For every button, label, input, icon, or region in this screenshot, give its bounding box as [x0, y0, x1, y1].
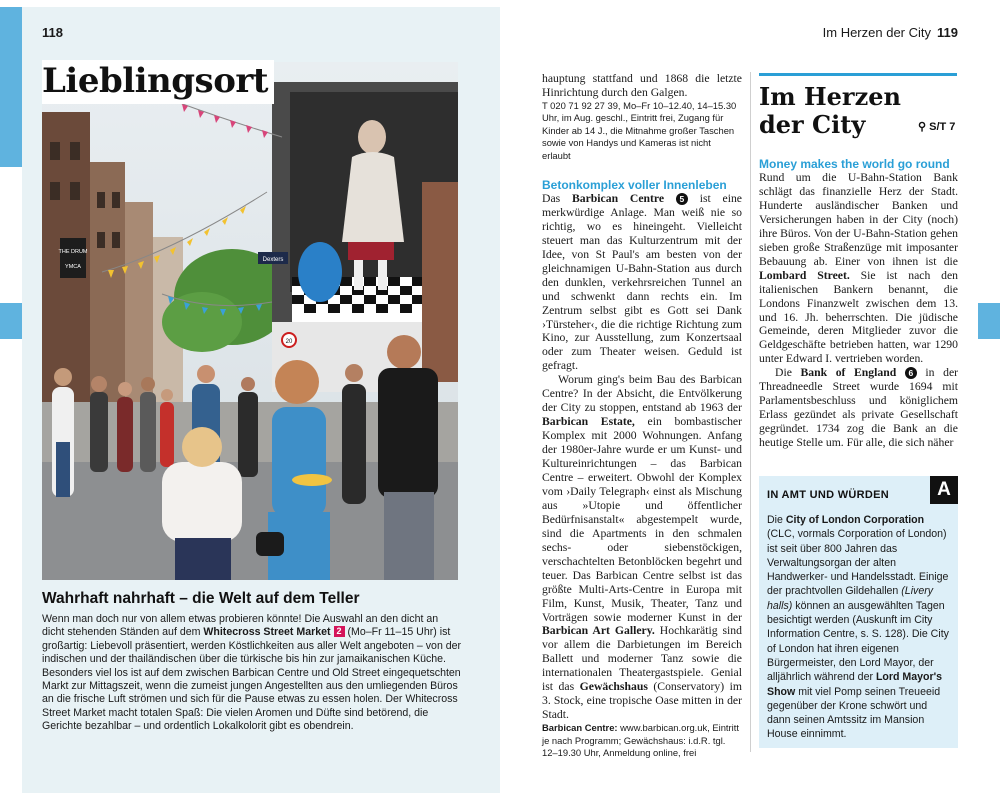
info-box-text: Die City of London Corporation (CLC, vormals Corporation of London) ist seit über 800 Jahren das Verwaltungsorgan der alten Handwerker- und Handelsstadt. Einige der prachtvollen Gildehallen (Livery halls) können an ausgewählten Tagen besichtigt werden (Auskunft im City Information Centre, s. S. 128). Die City of London hat ihren eigenen Bürgermeister, den Lord Mayor, der alljährlich während der Lord Mayor's Show mit viel Pomp seinen Treueeid gegenüber der Krone schwört und dann seinen Amtssitz im Mansion House einnimmt. — [767, 514, 949, 741]
caption-text: Wenn man doch nur von allem etwas probieren könnte! Die Auswahl an den dicht an dicht stehenden Ständen auf dem Whitecross Street Market 2 (Mo–Fr 11–15 Uhr) ist großartig: Liebevoll präsentiert, werden Köstlichkeiten aus aller Welt angeboten – von der indischen und der thailändischen über die türkische bis hin zur jamaikanischen Küche. Besonders viel los ist auf dem zwischen Barbican Centre und Old Street eingequetschten Markt zur Mittagszeit, wenn die zumeist jungen Angestellten aus den umliegenden Büros an die frische Luft strömen und sich für die Pause etwas zu essen holen. Der Whitecross Street Market macht totalen Spaß: Die vielen Aromen und Düfte sind betörend, die Gerichte bezahlbar – und ordentlich Lokalkolorit gibt es obendrein. — [42, 613, 462, 733]
market-name: Whitecross Street Market — [203, 626, 331, 639]
caption-heading: Wahrhaft nahrhaft – die Welt auf dem Teller — [42, 590, 360, 607]
paragraph-bank-of-england: Die Bank of England 6 in der Threadneedle Street wurde 1694 mit Parlamentsbeschluss und königlichem Erlass gezündet als private Gesellschaft gegründet. 1734 zog die Bank an die heutige Stelle um. Für alle, die sich näher — [759, 366, 959, 450]
mural-figure-coat — [342, 152, 404, 242]
sight-number-badge: 6 — [905, 367, 917, 379]
the-drum-sign — [60, 238, 86, 278]
info-box-badge: A — [930, 476, 958, 504]
thumb-index-tab-left — [0, 303, 22, 339]
subheading-betonkomplex: Betonkomplex voller Innenleben — [542, 177, 727, 192]
street-market-photo — [42, 62, 458, 580]
chapter-tab-left — [0, 7, 22, 167]
map-pin-icon: ⚲ — [918, 121, 927, 133]
man-black-shirt — [378, 368, 438, 498]
info-box-title: IN AMT UND WÜRDEN — [767, 489, 890, 501]
info-box-in-amt-und-wuerden — [759, 476, 958, 748]
subheading-money: Money makes the world go round — [759, 157, 950, 171]
svg-text:YMCA: YMCA — [65, 264, 81, 270]
svg-text:THE DRUM: THE DRUM — [58, 249, 88, 255]
girl-white-sweater — [162, 462, 242, 542]
photo-title-lieblingsort: Lieblingsort — [42, 60, 274, 104]
svg-text:Dexters: Dexters — [262, 257, 284, 263]
section-rule — [759, 73, 957, 76]
middle-text-column — [542, 72, 742, 759]
mural-blue-bag — [298, 242, 342, 302]
map-marker-badge: 2 — [334, 626, 345, 637]
right-text-column — [759, 157, 958, 450]
paragraph-barbican: Das Barbican Centre 5 ist eine merkwürdige Anlage. Man weiß nie so richtig, wo es hineingeht. Vielleicht steuert man das Kulturzentrum mit der Idee, von St Paul's am besten von der gleichnamigen U-Bahn-Station aus durch den dunklen, verkehrsreichen Tunnel an und schwenkt dann rechts ein. Im Zentrum selbst gibt es Gott sei Dank ›Türsteher‹, die die richtige Richtung zum Kino, zur Ausstellung, zum Konzertsaal oder zum Theater weisen. Geduld ist gefragt. — [542, 191, 742, 373]
sight-number-badge: 5 — [676, 193, 688, 205]
svg-text:20: 20 — [285, 339, 293, 345]
section-title: Im Herzen der City — [759, 82, 901, 139]
continued-paragraph: hauptung stattfand und 1868 die letzte Hinrichtung durch den Galgen. — [542, 72, 742, 99]
info-block-hours: T 020 71 92 27 39, Mo–Fr 10–12.40, 14–15.30 Uhr, im Aug. geschl., Eintritt frei, Zugang für Kinder ab 14 J., die Mitnahme großer Taschen sowie von Handys und Kameras ist nicht erlaubt — [542, 99, 737, 161]
paragraph-barbican-history: Worum ging's beim Bau des Barbican Centre? In der Absicht, die Entvölkerung der City zu stoppen, entstand ab 1963 der Barbican Estate, ein bombastischer Komplex mit 2000 Wohnungen. Anfang der 1980er-Jahre wurde er um Kunst- und Kultureinrichtungen – das Barbican Centre – erweitert. Obwohl der Komplex vom ›Daily Telegraph‹ einst als Mischung aus »Utopie und öffentlicher Bedürfnisanstalt« abgestempelt wurde, sind die Apartments in den schmalen sechs- oder siebenstöckigen, verschachtelten Betonblöcken begehrt und teuer. Das Barbican Centre selbst ist das größte Multi-Arts-Centre in Europa mit Film, Kunst, Musik, Theater, Tanz und Vorträgen sowie moderner Kunst in der Barbican Art Gallery. Hochkarätig sind vor allem die Darbietungen im Bereich Ballett und moderner Tanz sowie die internationalen Theatergastspiele. Genial ist das Gewächshaus (Conservatory) im 3. Stock, eine tropische Oase mitten in der Stadt. — [542, 373, 743, 722]
woman-blue-hair — [275, 360, 319, 404]
paragraph-bank-station: Rund um die U-Bahn-Station Bank schlägt das finanzielle Herz der Stadt. Hunderte ausländischer Banken und Versicherungen haben in der City (noch) ihre Büros. Von der U-Bahn-Station gehen sieben große Straßenzüge mit imposanter Bebauung ab. Einer von ihnen ist die Lombard Street. Sie ist nach den italienischen Bankern benannt, die Londons Finanzwelt zwischen dem 13. und 16. Jh. beherrschten. Die jüdische Gemeinde, deren Mitglieder zuvor die Geldgeschäfte betrieben hatten, war 1290 unter Edward I. vertrieben worden. — [759, 171, 958, 366]
thumb-index-tab-right — [978, 303, 1000, 339]
map-reference: ⚲ S/T 7 — [918, 121, 956, 133]
photo-illustration — [42, 62, 458, 580]
page-number-right: 119 — [937, 25, 958, 40]
column-divider — [750, 72, 751, 752]
mural-figure-head — [358, 120, 386, 154]
woman-blue-dress — [272, 407, 326, 517]
info-block-barbican: Barbican Centre: www.barbican.org.uk, Eintritt je nach Programm; Gewächshaus: i.d.R. tgl. 12–19.30 Uhr, Anmeldung online, frei — [542, 722, 739, 758]
running-head: Im Herzen der City 119 — [822, 25, 958, 40]
page-number-left: 118 — [42, 25, 63, 40]
